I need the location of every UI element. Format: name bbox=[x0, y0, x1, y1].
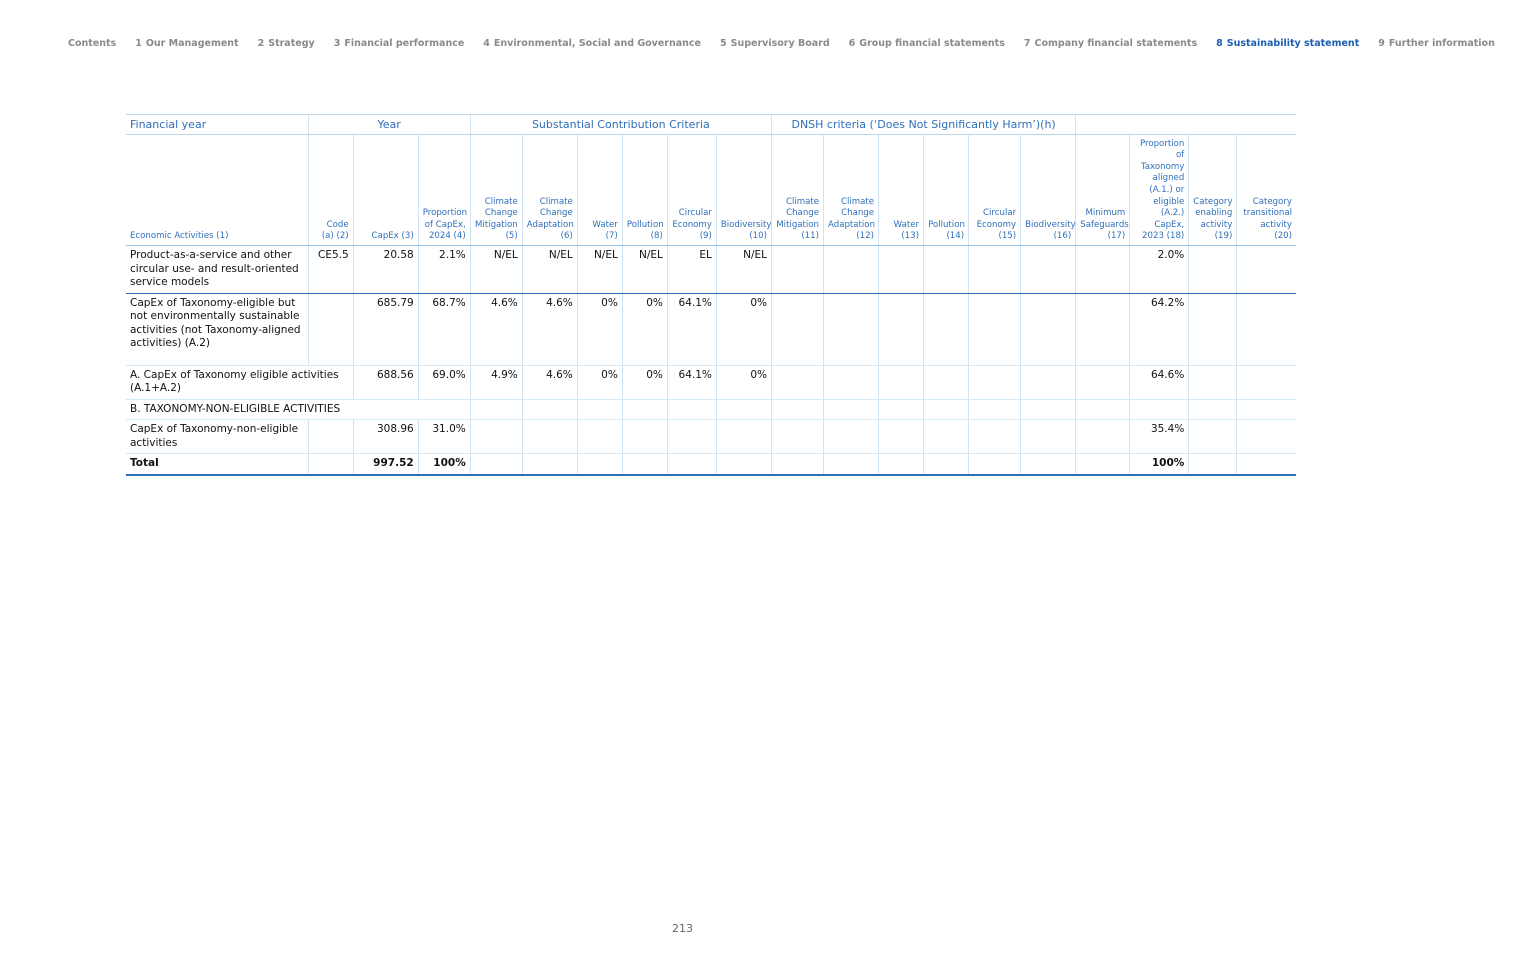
cell-empty bbox=[1021, 399, 1076, 420]
cell-capex: 997.52 bbox=[353, 454, 418, 475]
nav-number: 7 bbox=[1023, 38, 1031, 49]
cell-empty bbox=[924, 454, 969, 475]
cell-capex: 688.56 bbox=[353, 365, 418, 399]
cell-prop2024: 100% bbox=[418, 454, 470, 475]
cell-pollution: N/EL bbox=[622, 246, 667, 294]
nav-number: 4 bbox=[483, 38, 490, 49]
cell-empty bbox=[1189, 246, 1237, 294]
cell-empty bbox=[1021, 365, 1076, 399]
cell-empty bbox=[1237, 246, 1296, 294]
cell-activity: CapEx of Taxonomy-eligible but not environmentally sustainable activities (not Taxonomy-aligned activities) (A.2) bbox=[126, 293, 308, 365]
cell-empty bbox=[1021, 293, 1076, 365]
column-header: Proportion of Taxonomy aligned (A.1.) or eligible (A.2.) CapEx, 2023 (18) bbox=[1130, 135, 1189, 246]
cell-empty bbox=[824, 246, 879, 294]
cell-empty bbox=[924, 246, 969, 294]
nav-label: Our Management bbox=[145, 38, 239, 49]
cell-empty bbox=[1237, 365, 1296, 399]
cell-empty bbox=[470, 399, 522, 420]
cell-empty bbox=[879, 246, 924, 294]
nav-group-financial-statements[interactable] bbox=[849, 38, 1005, 49]
cell-empty bbox=[667, 420, 716, 454]
cell-pollution: 0% bbox=[622, 293, 667, 365]
table-row bbox=[126, 246, 1296, 294]
nav-label: Supervisory Board bbox=[730, 38, 830, 49]
column-header: Climate Change Mitigation (5) bbox=[470, 135, 522, 246]
cell-empty bbox=[1021, 246, 1076, 294]
cell-water: N/EL bbox=[577, 246, 622, 294]
group-header-financial-year: Financial year bbox=[126, 115, 308, 135]
nav-esg[interactable] bbox=[483, 38, 701, 49]
cell-biodiversity: 0% bbox=[716, 365, 771, 399]
group-header-row bbox=[126, 115, 1296, 135]
cell-empty bbox=[1189, 454, 1237, 475]
cell-empty bbox=[716, 454, 771, 475]
cell-empty bbox=[1130, 399, 1189, 420]
cell-empty bbox=[924, 420, 969, 454]
cell-empty bbox=[308, 420, 353, 454]
cell-empty bbox=[667, 399, 716, 420]
column-header: Climate Change Adaptation (12) bbox=[824, 135, 879, 246]
cell-code bbox=[308, 293, 353, 365]
cell-empty bbox=[969, 399, 1021, 420]
cell-empty bbox=[1189, 365, 1237, 399]
cell-empty bbox=[1076, 454, 1130, 475]
cell-activity: Total bbox=[126, 454, 308, 475]
cell-empty bbox=[577, 420, 622, 454]
column-header: Pollution (8) bbox=[622, 135, 667, 246]
cell-empty bbox=[924, 293, 969, 365]
column-header: Biodiversity (16) bbox=[1021, 135, 1076, 246]
cell-water: 0% bbox=[577, 365, 622, 399]
cell-empty bbox=[522, 399, 577, 420]
cell-empty bbox=[1021, 420, 1076, 454]
cell-empty bbox=[1189, 293, 1237, 365]
cell-activity: A. CapEx of Taxonomy eligible activities (A.1+A.2) bbox=[126, 365, 353, 399]
nav-label: Company financial statements bbox=[1034, 38, 1198, 49]
nav-contents[interactable] bbox=[68, 38, 116, 49]
cell-empty bbox=[1237, 399, 1296, 420]
nav-label: Sustainability statement bbox=[1226, 38, 1360, 49]
cell-prop2023: 64.6% bbox=[1130, 365, 1189, 399]
cell-empty bbox=[1076, 399, 1130, 420]
table-row-total bbox=[126, 454, 1296, 475]
group-header-dnsh: DNSH criteria (‘Does Not Significantly Harm’)(h) bbox=[771, 115, 1075, 135]
nav-label: Environmental, Social and Governance bbox=[493, 38, 701, 49]
table-row bbox=[126, 420, 1296, 454]
table-row bbox=[126, 293, 1296, 365]
column-header: Code (a) (2) bbox=[308, 135, 353, 246]
cell-prop2024: 2.1% bbox=[418, 246, 470, 294]
column-header: Climate Change Adaptation (6) bbox=[522, 135, 577, 246]
taxonomy-capex-table-container bbox=[126, 114, 1296, 476]
cell-empty bbox=[824, 293, 879, 365]
cell-empty bbox=[969, 293, 1021, 365]
cell-ccm: 4.6% bbox=[470, 293, 522, 365]
cell-empty bbox=[1076, 365, 1130, 399]
cell-empty bbox=[824, 365, 879, 399]
cell-capex: 20.58 bbox=[353, 246, 418, 294]
cell-prop2024: 31.0% bbox=[418, 420, 470, 454]
nav-label: Contents bbox=[68, 38, 117, 49]
column-header: Water (7) bbox=[577, 135, 622, 246]
cell-circular: 64.1% bbox=[667, 293, 716, 365]
cell-prop2024: 68.7% bbox=[418, 293, 470, 365]
group-header-substantial: Substantial Contribution Criteria bbox=[470, 115, 771, 135]
nav-label: Further information bbox=[1388, 38, 1495, 49]
column-header: Climate Change Mitigation (11) bbox=[771, 135, 823, 246]
nav-number: 9 bbox=[1378, 38, 1385, 49]
cell-circular: 64.1% bbox=[667, 365, 716, 399]
cell-empty bbox=[969, 246, 1021, 294]
nav-number: 3 bbox=[333, 38, 341, 49]
cell-empty bbox=[879, 454, 924, 475]
cell-empty bbox=[1076, 293, 1130, 365]
cell-empty bbox=[622, 399, 667, 420]
cell-empty bbox=[969, 365, 1021, 399]
column-header-row bbox=[126, 135, 1296, 246]
cell-water: 0% bbox=[577, 293, 622, 365]
table-row bbox=[126, 365, 1296, 399]
cell-empty bbox=[577, 454, 622, 475]
cell-empty bbox=[522, 454, 577, 475]
cell-empty bbox=[879, 399, 924, 420]
cell-empty bbox=[1237, 420, 1296, 454]
cell-empty bbox=[824, 420, 879, 454]
page-number: 213 bbox=[672, 922, 693, 935]
cell-empty bbox=[879, 293, 924, 365]
nav-financial-performance[interactable] bbox=[334, 38, 465, 49]
top-navigation bbox=[68, 38, 1514, 49]
cell-empty bbox=[771, 399, 823, 420]
nav-number: 2 bbox=[257, 38, 265, 49]
nav-label: Strategy bbox=[268, 38, 315, 49]
cell-empty bbox=[470, 454, 522, 475]
cell-empty bbox=[879, 365, 924, 399]
column-header: Water (13) bbox=[879, 135, 924, 246]
cell-prop2023: 100% bbox=[1130, 454, 1189, 475]
nav-sustainability-statement[interactable] bbox=[1216, 38, 1359, 49]
nav-strategy[interactable] bbox=[258, 38, 315, 49]
cell-empty bbox=[1021, 454, 1076, 475]
column-header: Biodiversity (10) bbox=[716, 135, 771, 246]
column-header: Category transitional activity (20) bbox=[1237, 135, 1296, 246]
cell-empty bbox=[622, 420, 667, 454]
cell-empty bbox=[771, 246, 823, 294]
cell-empty bbox=[771, 454, 823, 475]
column-header: Category enabling activity (19) bbox=[1189, 135, 1237, 246]
column-header: Pollution (14) bbox=[924, 135, 969, 246]
cell-empty bbox=[924, 399, 969, 420]
cell-empty bbox=[969, 454, 1021, 475]
cell-empty bbox=[522, 420, 577, 454]
cell-prop2023: 35.4% bbox=[1130, 420, 1189, 454]
cell-empty bbox=[470, 420, 522, 454]
cell-cca: 4.6% bbox=[522, 365, 577, 399]
cell-empty bbox=[771, 365, 823, 399]
cell-ccm: N/EL bbox=[470, 246, 522, 294]
cell-cca: 4.6% bbox=[522, 293, 577, 365]
cell-empty bbox=[969, 420, 1021, 454]
nav-label: Group financial statements bbox=[859, 38, 1005, 49]
cell-empty bbox=[771, 293, 823, 365]
cell-empty bbox=[824, 454, 879, 475]
nav-number: 5 bbox=[720, 38, 727, 49]
cell-activity: Product-as-a-service and other circular use- and result-oriented service models bbox=[126, 246, 308, 294]
cell-empty bbox=[1237, 293, 1296, 365]
nav-number: 6 bbox=[848, 38, 856, 49]
group-header-empty bbox=[1076, 115, 1296, 135]
cell-empty bbox=[622, 454, 667, 475]
column-header: CapEx (3) bbox=[353, 135, 418, 246]
cell-prop2024: 69.0% bbox=[418, 365, 470, 399]
cell-cca: N/EL bbox=[522, 246, 577, 294]
column-header: Proportion of CapEx, 2024 (4) bbox=[418, 135, 470, 246]
cell-ccm: 4.9% bbox=[470, 365, 522, 399]
cell-capex: 308.96 bbox=[353, 420, 418, 454]
cell-empty bbox=[1189, 399, 1237, 420]
nav-label: Financial performance bbox=[344, 38, 465, 49]
nav-our-management[interactable] bbox=[135, 38, 238, 49]
cell-prop2023: 64.2% bbox=[1130, 293, 1189, 365]
cell-empty bbox=[824, 399, 879, 420]
taxonomy-capex-table bbox=[126, 114, 1296, 476]
cell-empty bbox=[1076, 246, 1130, 294]
column-header: Economic Activities (1) bbox=[126, 135, 308, 246]
cell-empty bbox=[716, 420, 771, 454]
cell-empty bbox=[1076, 420, 1130, 454]
nav-company-financial-statements[interactable] bbox=[1024, 38, 1197, 49]
cell-section-heading: B. TAXONOMY-NON-ELIGIBLE ACTIVITIES bbox=[126, 399, 470, 420]
group-header-year: Year bbox=[308, 115, 470, 135]
cell-empty bbox=[1189, 420, 1237, 454]
nav-supervisory-board[interactable] bbox=[720, 38, 830, 49]
column-header: Circular Economy (9) bbox=[667, 135, 716, 246]
cell-empty bbox=[1237, 454, 1296, 475]
cell-capex: 685.79 bbox=[353, 293, 418, 365]
nav-number: 1 bbox=[135, 38, 142, 49]
cell-biodiversity: N/EL bbox=[716, 246, 771, 294]
column-header: Circular Economy (15) bbox=[969, 135, 1021, 246]
cell-prop2023: 2.0% bbox=[1130, 246, 1189, 294]
column-header: Minimum Safeguards (17) bbox=[1076, 135, 1130, 246]
cell-code: CE5.5 bbox=[308, 246, 353, 294]
cell-empty bbox=[879, 420, 924, 454]
nav-further-information[interactable] bbox=[1378, 38, 1495, 49]
cell-empty bbox=[924, 365, 969, 399]
cell-empty bbox=[771, 420, 823, 454]
cell-empty bbox=[716, 399, 771, 420]
nav-number: 8 bbox=[1216, 38, 1223, 49]
cell-pollution: 0% bbox=[622, 365, 667, 399]
table-row bbox=[126, 399, 1296, 420]
cell-empty bbox=[308, 454, 353, 475]
cell-activity: CapEx of Taxonomy-non-eligible activities bbox=[126, 420, 308, 454]
cell-empty bbox=[577, 399, 622, 420]
cell-empty bbox=[667, 454, 716, 475]
cell-biodiversity: 0% bbox=[716, 293, 771, 365]
cell-circular: EL bbox=[667, 246, 716, 294]
